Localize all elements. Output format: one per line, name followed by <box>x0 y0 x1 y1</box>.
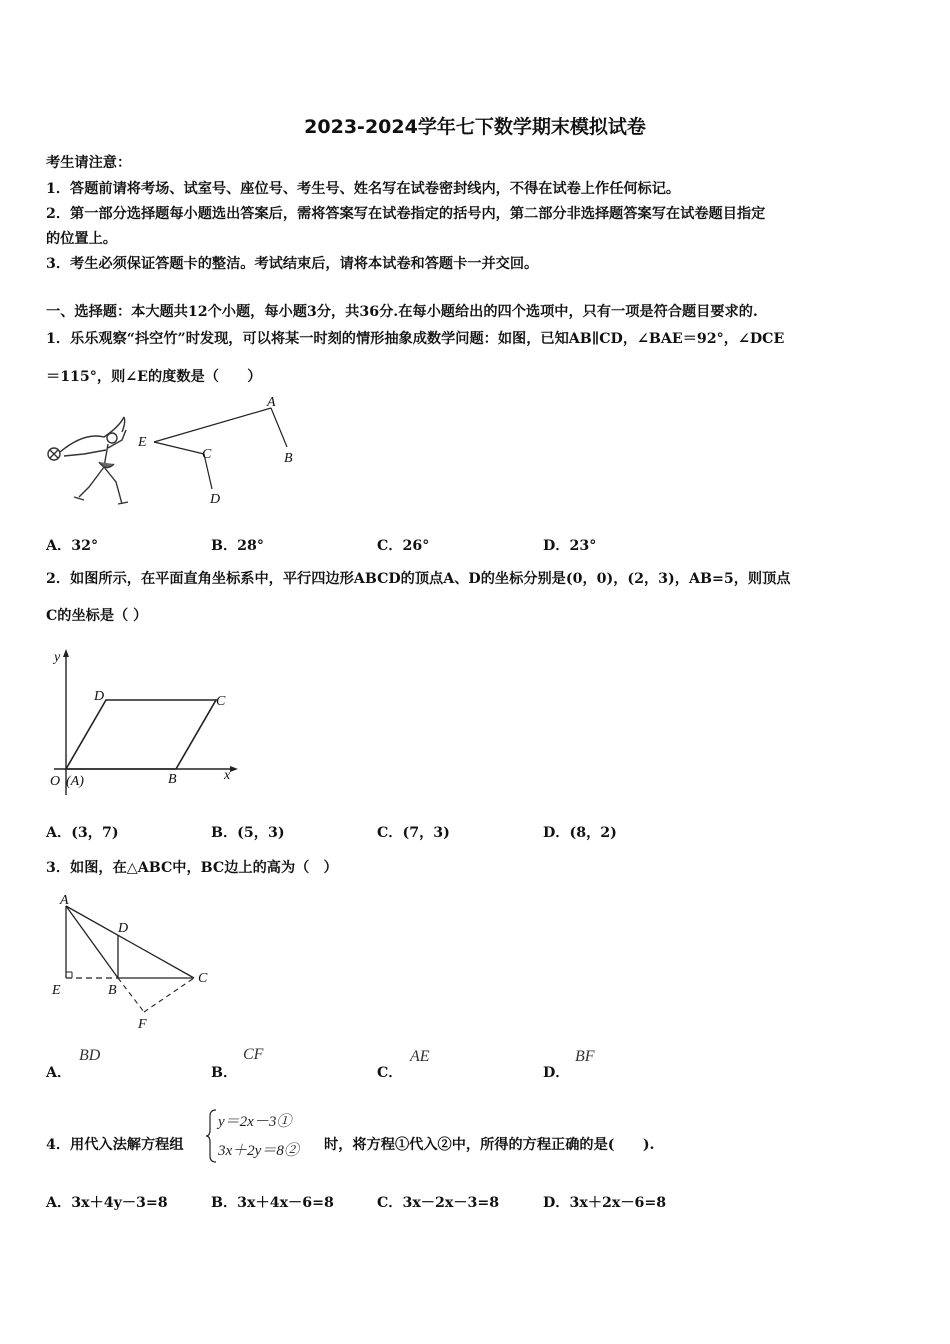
q4-option-c[interactable]: C．3x－2x－3=8 <box>377 1195 500 1211</box>
q1-label-c: C <box>202 447 212 462</box>
q3-label-a: A <box>60 893 69 908</box>
q2-option-c[interactable]: C．(7，3) <box>377 825 450 841</box>
q4-prefix: 4．用代入法解方程组 <box>46 1137 184 1153</box>
q3-label-e: E <box>52 983 61 998</box>
section-heading: 一、选择题：本大题共12个小题，每小题3分，共36分.在每小题给出的四个选项中，只有一项是符合题目要求的. <box>46 304 758 320</box>
q2-label-a: (A) <box>66 774 84 789</box>
q3-option-c-label: C． <box>377 1065 403 1081</box>
q1-label-b: B <box>284 451 293 466</box>
q4-option-b[interactable]: B．3x＋4x－6=8 <box>211 1195 334 1211</box>
q4-brace <box>206 1108 218 1164</box>
q2-label-c: C <box>216 694 226 709</box>
q1-option-a[interactable]: A．32° <box>46 538 99 554</box>
q3-label-b: B <box>108 983 117 998</box>
q1-option-b[interactable]: B．28° <box>211 538 265 554</box>
q1-text-line2: ＝115°，则∠E的度数是（ ） <box>46 369 262 385</box>
q2-option-b[interactable]: B．(5，3) <box>211 825 285 841</box>
q1-label-d: D <box>210 492 221 507</box>
notice-item-3: 3．考生必须保证答题卡的整洁。考试结束后，请将本试卷和答题卡一并交回。 <box>46 256 539 272</box>
q3-option-d-label: D． <box>543 1065 570 1081</box>
q2-text-line1: 2．如图所示，在平面直角坐标系中，平行四边形ABCD的顶点A、D的坐标分别是(0，0)，(2，3)，AB=5，则顶点 <box>46 571 791 587</box>
q2-figure <box>44 645 244 800</box>
page-title: 2023-2024学年七下数学期末模拟试卷 <box>304 116 646 138</box>
q3-option-b-label: B． <box>211 1065 238 1081</box>
q2-option-a[interactable]: A．(3，7) <box>46 825 119 841</box>
q3-label-c: C <box>198 971 208 986</box>
q3-text-line1: 3．如图，在△ABC中，BC边上的高为（ ） <box>46 860 338 876</box>
q1-option-c[interactable]: C．26° <box>377 538 430 554</box>
q4-option-d[interactable]: D．3x＋2x－6=8 <box>543 1195 667 1211</box>
q3-figure <box>44 892 224 1032</box>
q4-option-a[interactable]: A．3x＋4y－3=8 <box>46 1195 168 1211</box>
diabolo-player-illustration <box>48 417 128 504</box>
notice-item-2-cont: 的位置上。 <box>46 231 117 247</box>
q4-equation-2: 3x＋2y＝8② <box>218 1143 299 1159</box>
q2-label-d: D <box>94 689 105 704</box>
q4-suffix: 时，将方程①代入②中，所得的方程正确的是( ). <box>324 1137 655 1153</box>
notice-item-1: 1．答题前请将考场、试室号、座位号、考生号、姓名写在试卷密封线内，不得在试卷上作任何标记。 <box>46 181 681 197</box>
q3-option-d-value: BF <box>575 1048 595 1065</box>
q3-option-a-value: BD <box>79 1047 101 1064</box>
q1-label-a: A <box>267 395 276 410</box>
q2-label-x: x <box>224 768 231 783</box>
q1-label-e: E <box>138 435 147 450</box>
q2-label-o: O <box>50 774 61 789</box>
q3-option-b-value: CF <box>243 1046 264 1063</box>
notice-item-2: 2．第一部分选择题每小题选出答案后，需将答案写在试卷指定的括号内，第二部分非选择题答案写在试卷题目指定 <box>46 206 766 222</box>
notice-heading: 考生请注意： <box>46 155 132 171</box>
q3-label-f: F <box>138 1017 147 1032</box>
q3-option-c-value: AE <box>410 1048 430 1065</box>
q3-option-a-label: A． <box>46 1065 72 1081</box>
q1-text-line1: 1．乐乐观察“抖空竹”时发现，可以将某一时刻的情形抽象成数学问题：如图，已知AB∥CD，∠BAE＝92°，∠DCE <box>46 331 785 347</box>
q4-equation-1: y＝2x－3① <box>218 1114 292 1130</box>
q3-label-d: D <box>118 921 129 936</box>
q2-label-y: y <box>54 650 61 665</box>
q2-label-b: B <box>168 772 177 787</box>
q1-option-d[interactable]: D．23° <box>543 538 597 554</box>
q2-option-d[interactable]: D．(8，2) <box>543 825 617 841</box>
q2-text-line2: C的坐标是（ ） <box>46 608 148 624</box>
q1-figure <box>44 392 304 512</box>
